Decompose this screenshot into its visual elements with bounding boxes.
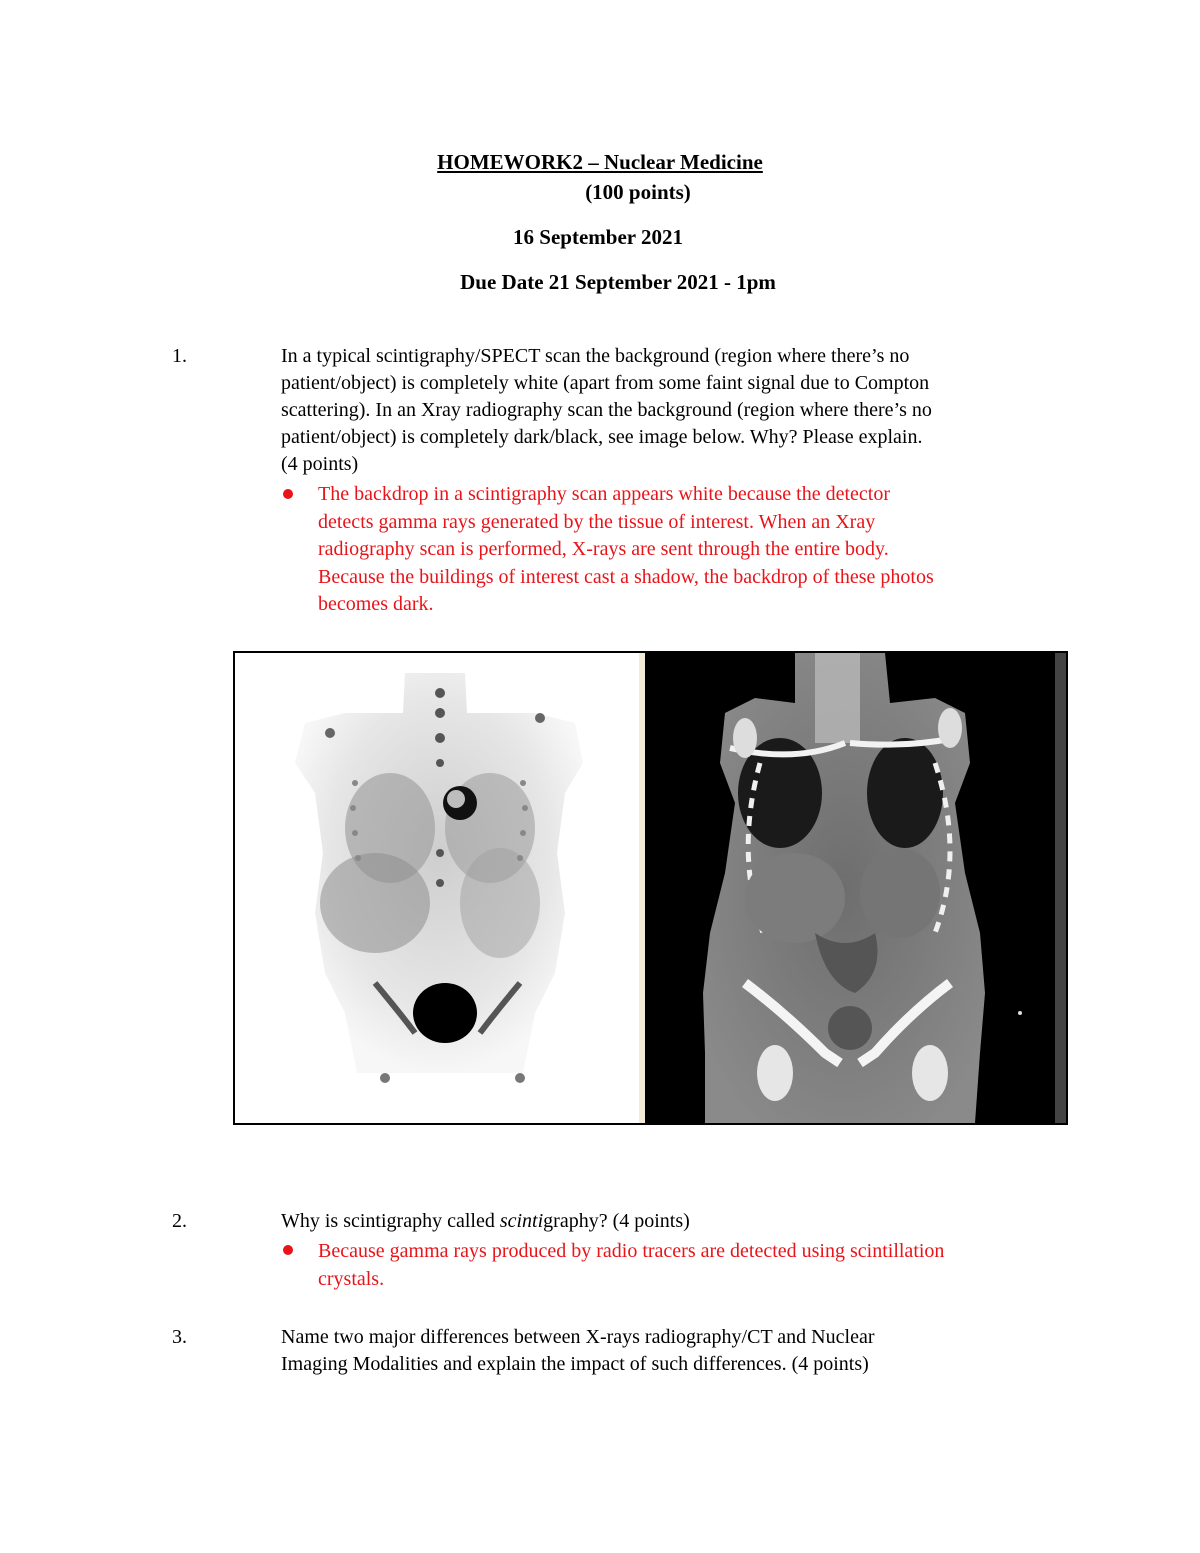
question-number: 3. [172, 1326, 187, 1348]
question-text: Name two major differences between X-rays radiography/CT and Nuclear Imaging Modalities and explain the impact of such differences. (4 points) [281, 1326, 875, 1375]
question-number: 1. [172, 345, 187, 367]
question-text: Why is scintigraphy called scintigraphy? (4 points) [281, 1210, 690, 1232]
bullet-icon [283, 489, 293, 499]
assignment-date: 16 September 2021 [513, 225, 683, 249]
answer-1: The backdrop in a scintigraphy scan appears white because the detector detects gamma rays generated by the tissue of interest. When an Xray radiography scan is performed, X-rays are sent through the entire body. Because the buildings of interest cast a shadow, the backdrop of these photos becomes dark. [281, 481, 1081, 619]
due-date: Due Date 21 September 2021 - 1pm [460, 270, 776, 294]
question-number: 2. [172, 1210, 187, 1232]
document-title: HOMEWORK2 – Nuclear Medicine [437, 150, 763, 174]
scan-comparison-figure [233, 651, 1068, 1125]
bullet-icon [283, 1245, 293, 1255]
scintigraphy-image [235, 653, 645, 1123]
ct-image [645, 653, 1066, 1123]
answer-2: Because gamma rays produced by radio tracers are detected using scintillation crystals. [281, 1237, 1081, 1293]
total-points: (100 points) [585, 180, 691, 204]
question-text: In a typical scintigraphy/SPECT scan the background (region where there’s no patient/object) is completely white (apart from some faint signal due to Compton scattering). In an Xray radiography scan the background (region where there’s no patient/object) is completely dark/black, see image below. Why? Please explain. (4 points) [281, 345, 932, 475]
